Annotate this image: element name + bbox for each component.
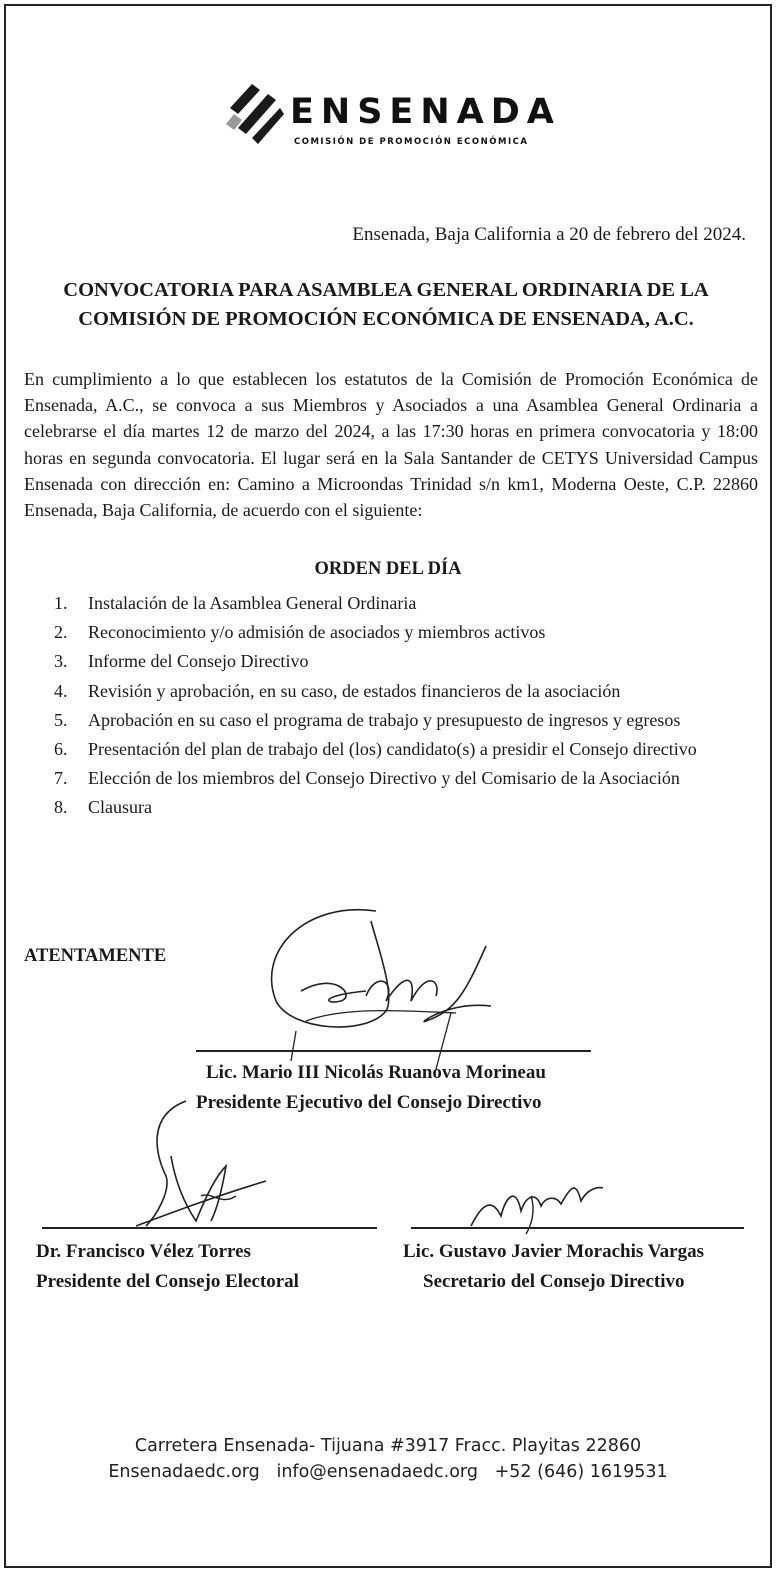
org-subtitle: COMISIÓN DE PROMOCIÓN ECONÓMICA [294, 137, 529, 147]
agenda-item-number: 6. [54, 739, 68, 760]
date-line: Ensenada, Baja California a 20 de febrero del 2024. [352, 224, 746, 245]
document-page [4, 4, 772, 1568]
footer-contact: Ensenadaedc.org info@ensenadaedc.org +52 (646) 1619531 [108, 1462, 668, 1482]
electoral-name: Dr. Francisco Vélez Torres [36, 1241, 251, 1262]
president-signature-line [196, 1050, 591, 1052]
agenda-item-number: 8. [54, 797, 68, 818]
agenda-item-number: 7. [54, 768, 68, 789]
closing-text: ATENTAMENTE [24, 946, 167, 966]
org-name: ENSENADA [290, 92, 561, 132]
president-signature-icon [246, 901, 526, 1071]
agenda-item [54, 706, 718, 735]
document-title [46, 276, 726, 334]
agenda-item [54, 764, 698, 793]
secretary-role: Secretario del Consejo Directivo [423, 1271, 685, 1292]
electoral-role: Presidente del Consejo Electoral [36, 1271, 299, 1292]
intro-paragraph: En cumplimiento a lo que establecen los estatutos de la Comisión de Promoción Económica de Ensenada, A.C., se convoca a sus Miembros y Asociados a una Asamblea General Ordinaria a celebrarse el día martes 12 de marzo del 2024, a las 17:30 horas en primera convocatoria y 18:00 horas en segunda convocatoria. El lugar será en la Sala Santander de CETYS Universidad Campus Ensenada con dirección en: Camino a Microondas Trinidad s/n km1, Moderna Oeste, C.P. 22860 Ensenada, Baja California, de acuerdo con el siguiente: [24, 369, 758, 521]
president-name: Lic. Mario III Nicolás Ruanova Morineau [206, 1062, 546, 1083]
agenda-item-number: 4. [54, 680, 68, 701]
agenda-item [54, 618, 734, 647]
agenda-item-text: Revisión y aprobación, en su caso, de estados financieros de la asociación [88, 680, 621, 701]
agenda-item-number: 2. [54, 622, 68, 643]
org-logo [224, 84, 564, 154]
agenda-item [54, 647, 734, 676]
agenda-item-text: Presentación del plan de trabajo del (los) candidato(s) a presidir el Consejo directivo [88, 739, 697, 760]
agenda-item [54, 589, 734, 618]
secretary-name: Lic. Gustavo Javier Morachis Vargas [403, 1241, 705, 1262]
agenda-item-number: 5. [54, 709, 68, 730]
electoral-signature-line [42, 1227, 377, 1229]
agenda-item-text: Instalación de la Asamblea General Ordinaria [88, 593, 417, 613]
president-role: Presidente Ejecutivo del Consejo Directivo [196, 1092, 542, 1113]
agenda-title: ORDEN DEL DÍA [314, 559, 462, 579]
agenda-item [54, 735, 718, 764]
electoral-signature-icon [116, 1096, 276, 1236]
agenda-item-text: Aprobación en su caso el programa de trabajo y presupuesto de ingresos y egresos [88, 709, 681, 730]
agenda-item [54, 793, 734, 822]
agenda-item-text: Informe del Consejo Directivo [88, 651, 309, 672]
footer-address: Carretera Ensenada- Tijuana #3917 Fracc. Playitas 22860 [134, 1436, 642, 1456]
secretary-signature-line [411, 1227, 744, 1229]
footer [6, 1433, 770, 1485]
agenda-item-number: 3. [54, 651, 68, 672]
title-line-1: CONVOCATORIA PARA ASAMBLEA GENERAL ORDINARIA DE LA [63, 279, 709, 301]
ensenada-logo-icon [224, 84, 284, 146]
secretary-signature-icon [461, 1166, 611, 1236]
agenda-item-text: Elección de los miembros del Consejo Directivo y del Comisario de la Asociación [88, 768, 680, 789]
agenda-item-text: Clausura [88, 797, 152, 818]
title-line-2: COMISIÓN DE PROMOCIÓN ECONÓMICA DE ENSENADA, A.C. [78, 308, 694, 330]
agenda-item-text: Reconocimiento y/o admisión de asociados y miembros activos [88, 622, 546, 643]
agenda-list [54, 589, 734, 823]
agenda-item [54, 677, 734, 706]
agenda-item-number: 1. [54, 593, 68, 613]
